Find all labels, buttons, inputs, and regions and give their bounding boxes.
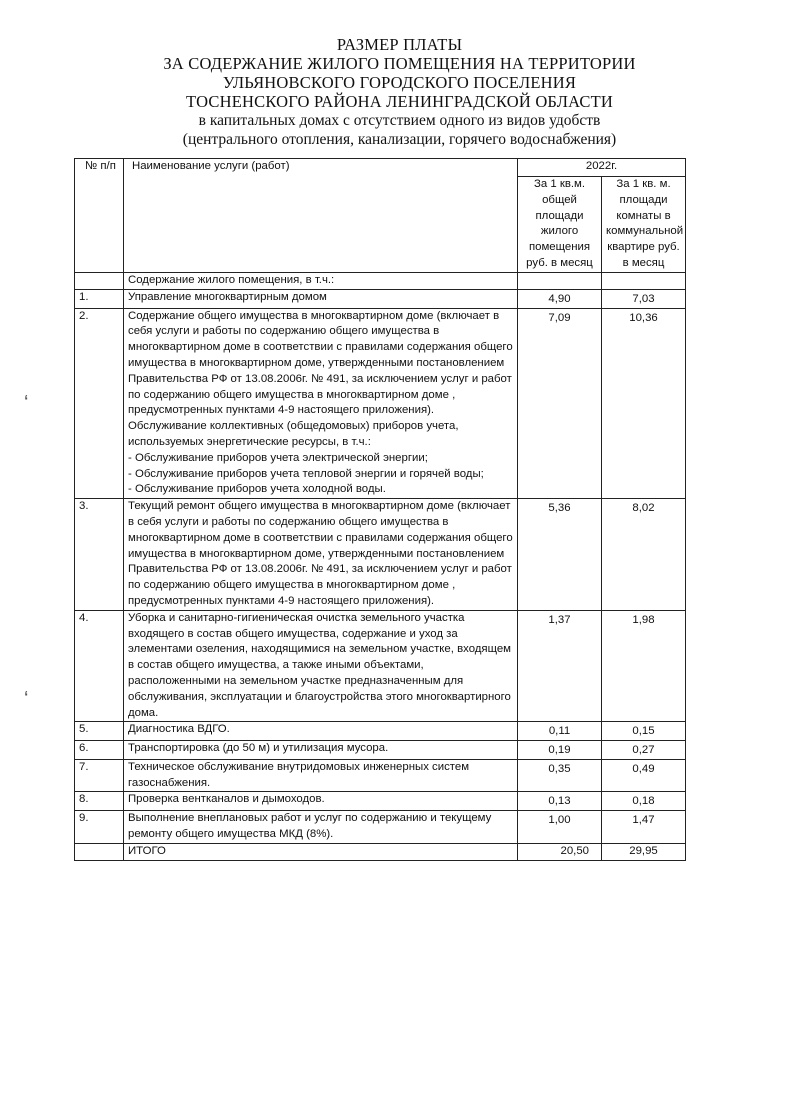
title-line-1: РАЗМЕР ПЛАТЫ — [336, 35, 463, 54]
table-row — [75, 759, 686, 792]
row-number: 1. — [75, 289, 124, 308]
row-number: 9. — [75, 811, 124, 844]
row-service-name: Управление многоквартирным домом — [124, 289, 518, 308]
row-value-total-area: 0,19 — [518, 741, 602, 760]
total-value-room-area: 29,95 — [602, 843, 686, 860]
header-per-sqm-total: За 1 кв.м. общей площади жилого помещения руб. в месяц — [518, 177, 602, 273]
row-value-room-area: 8,02 — [602, 499, 686, 611]
row-service-name: Содержание общего имущества в многоквартирном доме (включает в себя услуги и работы по содержанию общего имущества в многоквартирном доме в соответствии с правилами содержания общего имущества в многоквартирном доме, утвержденными постановлением Правительства РФ от 13.08.2006г. № 491, за исключением услуг и работ по содержанию общего имущества в многоквартирном доме , предусмотренных пунктами 4-9 настоящего приложения). Обслуживание коллективных (общедомовых) приборов учета, используемых энергетические ресурсы, в т.ч.: - Обслуживание приборов учета электрической энергии; - Обслуживание приборов учета тепловой энергии и горячей воды; - Обслуживание приборов учета холодной воды. — [124, 308, 518, 499]
row-value-total-area: 0,35 — [518, 759, 602, 792]
total-value-total-area: 20,50 — [518, 843, 602, 860]
row-service-name: Выполнение внеплановых работ и услуг по содержанию и текущему ремонту общего имущества МКД (8%). — [124, 811, 518, 844]
row-value-total-area: 0,11 — [518, 722, 602, 741]
section-label: Содержание жилого помещения, в т.ч.: — [124, 272, 518, 289]
row-value-room-area: 7,03 — [602, 289, 686, 308]
row-value-room-area: 0,27 — [602, 741, 686, 760]
table-row — [75, 308, 686, 499]
row-value-room-area: 10,36 — [602, 308, 686, 499]
row-value-total-area: 1,00 — [518, 811, 602, 844]
row-value-room-area: 0,15 — [602, 722, 686, 741]
row-number: 3. — [75, 499, 124, 611]
total-row — [75, 843, 686, 860]
tariff-table — [74, 158, 686, 861]
title-line-4: ТОСНЕНСКОГО РАЙОНА ЛЕНИНГРАДСКОЙ ОБЛАСТИ — [186, 92, 613, 111]
row-value-total-area: 4,90 — [518, 289, 602, 308]
table-row — [75, 722, 686, 741]
row-service-name: Текущий ремонт общего имущества в многоквартирном доме (включает в себя услуги и работы по содержанию общего имущества в многоквартирном доме в соответствии с правилами содержания общего имущества в многоквартирном доме, утвержденными постановлением Правительства РФ от 13.08.2006г. № 491, за исключением услуг и работ по содержанию общего имущества в многоквартирном доме , предусмотренных пунктами 4-9 настоящего приложения). — [124, 499, 518, 611]
row-value-room-area: 1,98 — [602, 610, 686, 722]
row-value-room-area: 1,47 — [602, 811, 686, 844]
row-service-name: Проверка вентканалов и дымоходов. — [124, 792, 518, 811]
section-row — [75, 272, 686, 289]
header-service-name: Наименование услуги (работ) — [124, 159, 518, 273]
row-value-total-area: 5,36 — [518, 499, 602, 611]
binder-hole-mark: ‘ — [24, 392, 29, 414]
row-value-room-area: 0,49 — [602, 759, 686, 792]
row-number: 5. — [75, 722, 124, 741]
row-service-name: Уборка и санитарно-гигиеническая очистка земельного участка входящего в состав общего имущества, содержание и уход за элементами озеления, находящимися на земельном участке, входящем в состав общего имущества, а также иными объектами, расположенными на земельном участке предназначенным для обслуживания, эксплуатации и благоустройства этого многоквартирного дома. — [124, 610, 518, 722]
row-value-total-area: 7,09 — [518, 308, 602, 499]
header-year: 2022г. — [518, 159, 686, 177]
row-value-room-area: 0,18 — [602, 792, 686, 811]
header-number: № п/п — [75, 159, 124, 273]
table-row — [75, 610, 686, 722]
table-row — [75, 289, 686, 308]
row-number: 2. — [75, 308, 124, 499]
row-service-name: Транспортировка (до 50 м) и утилизация мусора. — [124, 741, 518, 760]
title-line-3: УЛЬЯНОВСКОГО ГОРОДСКОГО ПОСЕЛЕНИЯ — [222, 73, 577, 92]
row-value-total-area: 0,13 — [518, 792, 602, 811]
table-row — [75, 792, 686, 811]
row-number: 6. — [75, 741, 124, 760]
table-header-row — [75, 159, 686, 177]
row-value-total-area: 1,37 — [518, 610, 602, 722]
subtitle-line-2: (центрального отопления, канализации, горячего водоснабжения) — [182, 131, 617, 148]
subtitle-line-1: в капитальных домах с отсутствием одного из видов удобств — [198, 112, 601, 129]
table-row — [75, 811, 686, 844]
table-row — [75, 741, 686, 760]
row-number: 7. — [75, 759, 124, 792]
total-label: ИТОГО — [124, 843, 518, 860]
row-number: 8. — [75, 792, 124, 811]
header-per-sqm-room: За 1 кв. м. площади комнаты в коммунальной квартире руб. в месяц — [602, 177, 686, 273]
row-service-name: Диагностика ВДГО. — [124, 722, 518, 741]
binder-hole-mark: ‘ — [24, 688, 29, 710]
row-service-name: Техническое обслуживание внутридомовых инженерных систем газоснабжения. — [124, 759, 518, 792]
row-number: 4. — [75, 610, 124, 722]
title-line-2: ЗА СОДЕРЖАНИЕ ЖИЛОГО ПОМЕЩЕНИЯ НА ТЕРРИТОРИИ — [163, 54, 636, 73]
table-row — [75, 499, 686, 611]
